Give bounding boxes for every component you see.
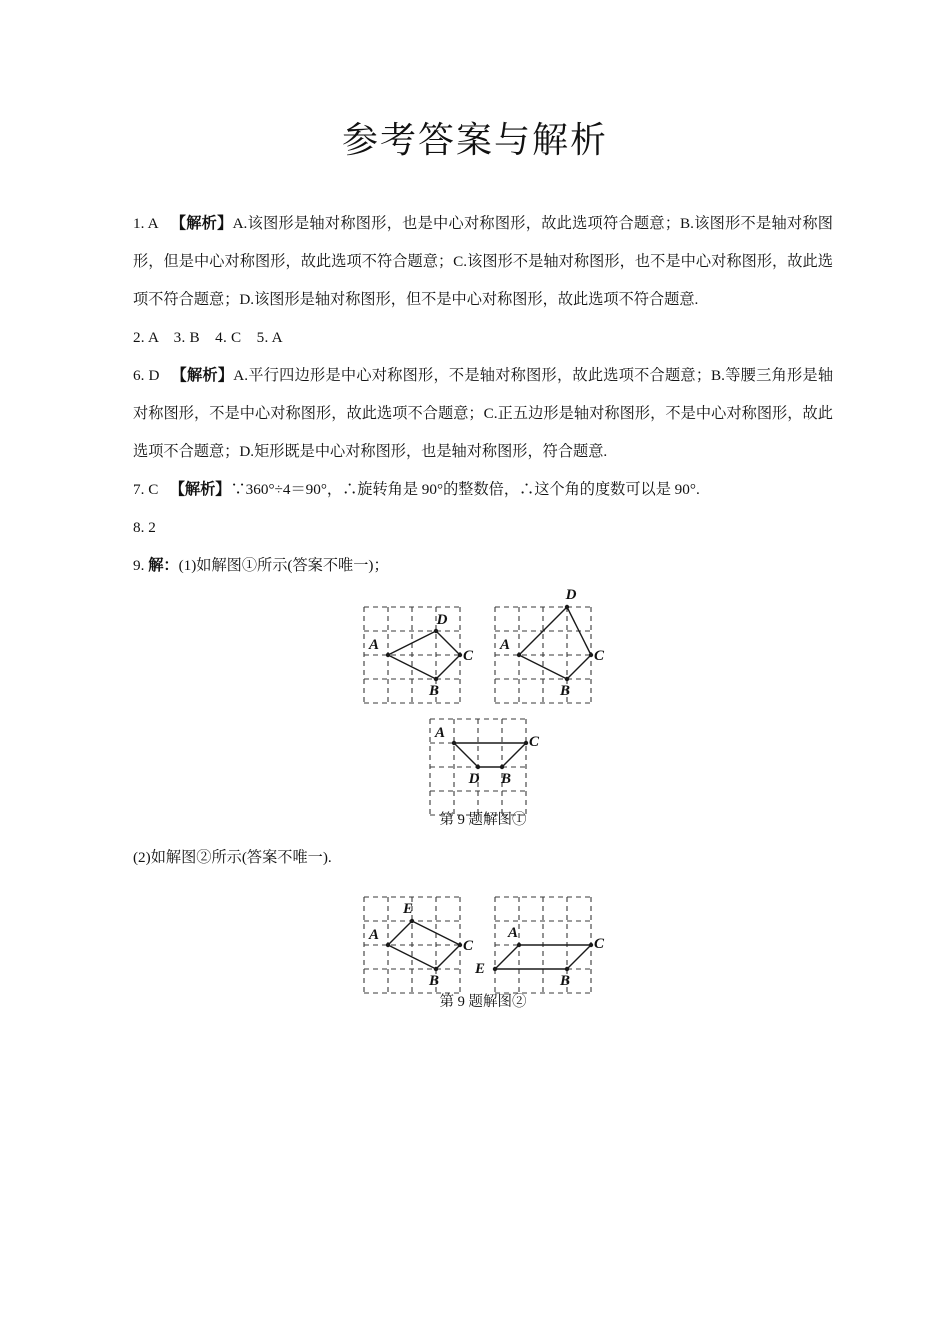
- svg-text:C: C: [528, 734, 540, 750]
- svg-text:D: D: [565, 587, 577, 603]
- item-1-analysis-tag: 【解析】: [170, 215, 233, 232]
- item-6-answer: D: [148, 367, 160, 384]
- svg-text:D: D: [468, 771, 480, 787]
- item-7-text: ∵360°÷4＝90°，∴旋转角是 90°的整数倍，∴这个角的度数可以是 90°.: [230, 481, 700, 498]
- svg-text:D: D: [436, 612, 448, 628]
- grid-2-a-wrap: [352, 885, 472, 1005]
- svg-text:A: A: [499, 637, 511, 653]
- item-1-text: A.该图形是轴对称图形，也是中心对称图形，故此选项符合题意；B.该图形不是轴对称图形，但是中心对称图形，故此选项不符合题意；C.该图形不是轴对称图形，也不是中心对称图形，故此选项不符合题意；D.该图形是轴对称图形，但不是中心对称图形，故此选项不符合题意.: [133, 215, 833, 308]
- item-9-solution-tag: 解：: [148, 557, 179, 574]
- svg-text:C: C: [593, 936, 605, 952]
- svg-text:E: E: [402, 901, 414, 917]
- answer-body-column: [133, 205, 833, 1017]
- svg-text:A: A: [368, 637, 380, 653]
- item-6-analysis-tag: 【解析】: [171, 367, 234, 384]
- grid-1-b-diagram: [483, 587, 605, 715]
- grid-1-a-diagram: [352, 595, 472, 715]
- svg-text:C: C: [462, 938, 474, 954]
- item-9-text: (1)如解图①所示(答案不唯一)；: [178, 557, 389, 574]
- grid-1-b-wrap: [483, 587, 605, 715]
- grid-2-a-diagram: [352, 885, 472, 1005]
- answer-item-8: [133, 509, 833, 547]
- item-6-number: 6.: [133, 367, 145, 384]
- svg-text:A: A: [434, 725, 446, 741]
- item-7-answer: C: [148, 481, 159, 498]
- item-7-number: 7.: [133, 481, 145, 498]
- figure-2-block: [133, 877, 833, 1017]
- svg-text:E: E: [474, 961, 486, 977]
- items-2-5-text: 2. A 3. B 4. C 5. A: [133, 329, 283, 346]
- item-1-number: 1.: [133, 215, 145, 232]
- svg-text:B: B: [428, 973, 440, 989]
- item-6-text: A.平行四边形是中心对称图形，不是轴对称图形，故此选项不合题意；B.等腰三角形是轴对称图形，不是中心对称图形，故此选项不合题意；C.正五边形是轴对称图形，不是中心对称图形，故此选项不合题意；D.矩形既是中心对称图形，也是轴对称图形，符合题意.: [133, 367, 834, 460]
- svg-text:A: A: [368, 927, 380, 943]
- svg-text:C: C: [462, 648, 474, 664]
- answer-item-6: [133, 357, 833, 471]
- svg-text:B: B: [559, 683, 571, 699]
- answer-item-9-part2: [133, 839, 833, 877]
- answer-items-2-to-5: [133, 319, 833, 357]
- svg-text:A: A: [507, 925, 519, 941]
- answer-item-1: [133, 205, 833, 319]
- answer-item-7: [133, 471, 833, 509]
- figure-1-caption: 第 9 题解图①: [439, 812, 527, 828]
- item-9-part2-text: (2)如解图②所示(答案不唯一).: [133, 849, 332, 866]
- svg-text:B: B: [500, 771, 512, 787]
- grid-1-a-wrap: [352, 595, 472, 715]
- figure-2-caption: 第 9 题解图②: [439, 994, 527, 1010]
- item-7-analysis-tag: 【解析】: [169, 481, 231, 498]
- page-title: 参考答案与解析: [341, 120, 608, 161]
- answer-item-9: [133, 547, 833, 585]
- svg-text:B: B: [559, 973, 571, 989]
- item-9-number: 9.: [133, 557, 145, 574]
- item-1-answer: A: [147, 215, 159, 232]
- svg-text:C: C: [593, 648, 605, 664]
- item-8-text: 8. 2: [133, 519, 156, 536]
- grid-2-b-diagram: [474, 885, 605, 1005]
- svg-text:B: B: [428, 683, 440, 699]
- grid-2-b-wrap: [474, 885, 605, 1005]
- figure-1-block: [133, 585, 833, 835]
